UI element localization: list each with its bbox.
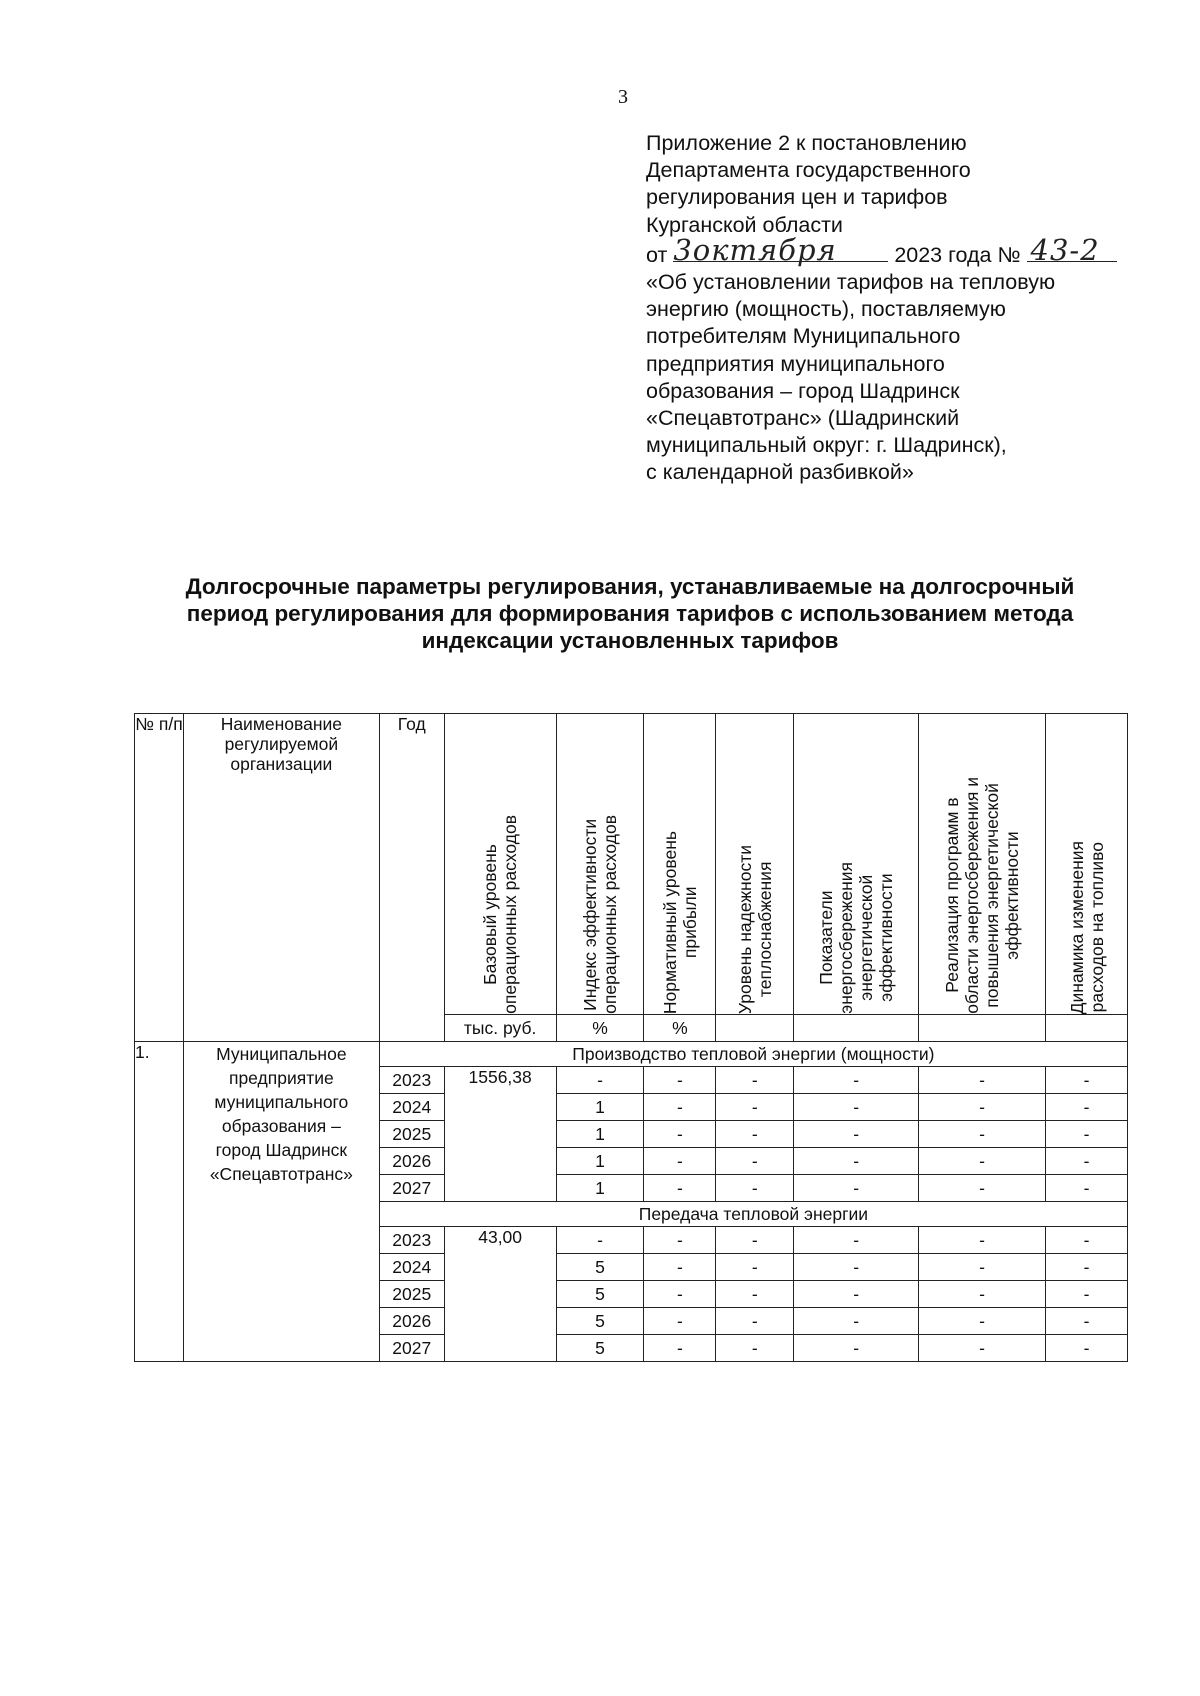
cell-programs: - (919, 1227, 1046, 1254)
appendix-line: Приложение 2 к постановлению (646, 131, 967, 155)
org-name-line: муниципального (214, 1092, 349, 1112)
cell-profit: - (644, 1308, 716, 1335)
cell-energy: - (794, 1281, 919, 1308)
cell-index: - (556, 1227, 644, 1254)
header-line: эффективности (876, 873, 897, 1003)
cell-energy: - (794, 1148, 919, 1175)
cell-fuel: - (1046, 1227, 1128, 1254)
header-line: энергосбережения (836, 862, 857, 1014)
cell-index: 1 (556, 1094, 644, 1121)
cell-profit: - (644, 1094, 716, 1121)
header-energy-text (816, 862, 896, 1014)
header-line: Динамика изменения (1066, 840, 1087, 1014)
header-line: Базовый уровень (480, 844, 501, 985)
year-text: 2023 года № (894, 242, 1021, 267)
cell-fuel: - (1046, 1148, 1128, 1175)
cell-programs: - (919, 1094, 1046, 1121)
cell-year: 2025 (379, 1121, 444, 1148)
subject-line: потребителям Муниципального (646, 324, 961, 349)
header-line: прибыли (679, 886, 700, 959)
cell-programs: - (919, 1121, 1046, 1148)
cell-energy: - (794, 1308, 919, 1335)
subject-line: муниципальный округ: г. Шадринск), (646, 433, 1007, 458)
org-name (183, 1042, 379, 1362)
header-line: повышения энергетической (982, 783, 1003, 1008)
cell-fuel: - (1046, 1335, 1128, 1362)
document-title (100, 573, 1160, 654)
cell-energy: - (794, 1067, 919, 1094)
cell-index: 5 (556, 1281, 644, 1308)
row-number: 1. (135, 1042, 184, 1362)
header-year: Год (379, 714, 444, 1042)
unit-profit: % (644, 1015, 716, 1042)
cell-energy: - (794, 1121, 919, 1148)
header-num: № п/п (135, 714, 184, 1042)
header-line: Уровень надежности (734, 844, 755, 1014)
cell-base-value: 1556,38 (444, 1067, 556, 1202)
unit-empty (1046, 1015, 1128, 1042)
header-line: Показатели (816, 891, 837, 986)
cell-fuel: - (1046, 1121, 1128, 1148)
cell-base-value: 43,00 (444, 1227, 556, 1362)
header-line: операционных расходов (500, 815, 521, 1014)
header-org: Наименование регулируемой организации (183, 714, 379, 1042)
header-profit (644, 714, 716, 1015)
cell-reliability: - (716, 1335, 794, 1362)
cell-fuel: - (1046, 1308, 1128, 1335)
appendix-line: Департамента государственного (646, 158, 971, 183)
cell-programs: - (919, 1281, 1046, 1308)
unit-index: % (556, 1015, 644, 1042)
cell-reliability: - (716, 1121, 794, 1148)
section-row (135, 1042, 1128, 1067)
header-programs-text (942, 777, 1022, 1014)
header-line: Нормативный уровень (659, 830, 680, 1014)
cell-year: 2024 (379, 1254, 444, 1281)
cell-fuel: - (1046, 1067, 1128, 1094)
header-profit-text (660, 831, 700, 1014)
cell-year: 2027 (379, 1335, 444, 1362)
cell-reliability: - (716, 1254, 794, 1281)
cell-year: 2024 (379, 1094, 444, 1121)
cell-reliability: - (716, 1094, 794, 1121)
header-energy (794, 714, 919, 1015)
subject-line: образования – город Шадринск (646, 378, 960, 403)
appendix-block (646, 130, 1117, 487)
header-fuel-text (1067, 841, 1107, 1014)
subject-line: «Спецавтотранс» (Шадринский (646, 406, 960, 431)
subject-line: энергию (мощность), поставляемую (646, 297, 1006, 322)
cell-index: 1 (556, 1175, 644, 1202)
unit-empty (919, 1015, 1046, 1042)
date-prefix: от (646, 242, 668, 267)
cell-energy: - (794, 1335, 919, 1362)
unit-empty (716, 1015, 794, 1042)
cell-fuel: - (1046, 1175, 1128, 1202)
cell-reliability: - (716, 1281, 794, 1308)
header-line: теплоснабжения (754, 861, 775, 998)
cell-profit: - (644, 1254, 716, 1281)
cell-year: 2026 (379, 1148, 444, 1175)
parameters-table (134, 713, 1128, 1362)
header-index-text (580, 815, 620, 1014)
unit-empty (794, 1015, 919, 1042)
appendix-line: Курганской области (646, 212, 843, 237)
cell-profit: - (644, 1067, 716, 1094)
cell-index: - (556, 1067, 644, 1094)
cell-fuel: - (1046, 1254, 1128, 1281)
subject-line: «Об установлении тарифов на тепловую (646, 270, 1056, 295)
cell-profit: - (644, 1148, 716, 1175)
header-line: Реализация программ в (942, 798, 963, 994)
header-line: расходов на топливо (1086, 842, 1107, 1013)
cell-reliability: - (716, 1308, 794, 1335)
header-line: эффективности (1002, 831, 1023, 960)
handwritten-date: 3октября (673, 239, 888, 262)
cell-index: 1 (556, 1121, 644, 1148)
header-index (556, 714, 644, 1015)
cell-programs: - (919, 1148, 1046, 1175)
cell-programs: - (919, 1175, 1046, 1202)
title-line: Долгосрочные параметры регулирования, устанавливаемые на долгосрочный (185, 574, 1075, 599)
cell-index: 5 (556, 1254, 644, 1281)
header-line: энергетической (856, 875, 877, 1002)
cell-fuel: - (1046, 1281, 1128, 1308)
cell-reliability: - (716, 1067, 794, 1094)
cell-programs: - (919, 1067, 1046, 1094)
header-base (444, 714, 556, 1015)
header-row (135, 714, 1128, 1015)
section-title: Передача тепловой энергии (379, 1202, 1127, 1227)
cell-energy: - (794, 1227, 919, 1254)
org-name-line: «Спецавтотранс» (209, 1164, 353, 1184)
cell-programs: - (919, 1335, 1046, 1362)
cell-index: 5 (556, 1335, 644, 1362)
cell-year: 2023 (379, 1067, 444, 1094)
header-line: области энергосбережения и (962, 777, 983, 1014)
org-name-line: Муниципальное (216, 1044, 347, 1064)
header-line: Индекс эффективности (580, 818, 601, 1011)
org-name-line: образования – (221, 1116, 341, 1136)
cell-year: 2025 (379, 1281, 444, 1308)
cell-energy: - (794, 1094, 919, 1121)
subject-line: с календарной разбивкой» (646, 460, 914, 485)
header-line: операционных расходов (600, 815, 621, 1014)
section-title: Производство тепловой энергии (мощности) (379, 1042, 1127, 1067)
appendix-date-line (646, 232, 1117, 269)
header-fuel (1046, 714, 1128, 1015)
cell-energy: - (794, 1254, 919, 1281)
cell-reliability: - (716, 1148, 794, 1175)
org-name-line: предприятие (228, 1068, 334, 1088)
cell-energy: - (794, 1175, 919, 1202)
cell-year: 2026 (379, 1308, 444, 1335)
cell-profit: - (644, 1227, 716, 1254)
unit-base: тыс. руб. (444, 1015, 556, 1042)
cell-profit: - (644, 1175, 716, 1202)
cell-reliability: - (716, 1227, 794, 1254)
header-programs (919, 714, 1046, 1015)
header-reliability-text (735, 845, 775, 1014)
cell-year: 2027 (379, 1175, 444, 1202)
title-line: индексации установленных тарифов (421, 628, 839, 653)
cell-programs: - (919, 1254, 1046, 1281)
cell-profit: - (644, 1121, 716, 1148)
cell-profit: - (644, 1281, 716, 1308)
cell-profit: - (644, 1335, 716, 1362)
cell-index: 5 (556, 1308, 644, 1335)
org-name-line: город Шадринск (215, 1140, 348, 1160)
header-base-text (480, 815, 520, 1014)
header-reliability (716, 714, 794, 1015)
handwritten-number: 43-2 (1027, 239, 1117, 262)
cell-year: 2023 (379, 1227, 444, 1254)
cell-index: 1 (556, 1148, 644, 1175)
cell-reliability: - (716, 1175, 794, 1202)
cell-programs: - (919, 1308, 1046, 1335)
subject-line: предприятия муниципального (646, 351, 945, 376)
page-number: 3 (618, 86, 628, 108)
title-line: период регулирования для формирования тарифов с использованием метода (186, 601, 1074, 626)
cell-fuel: - (1046, 1094, 1128, 1121)
appendix-line: регулирования цен и тарифов (646, 185, 948, 210)
